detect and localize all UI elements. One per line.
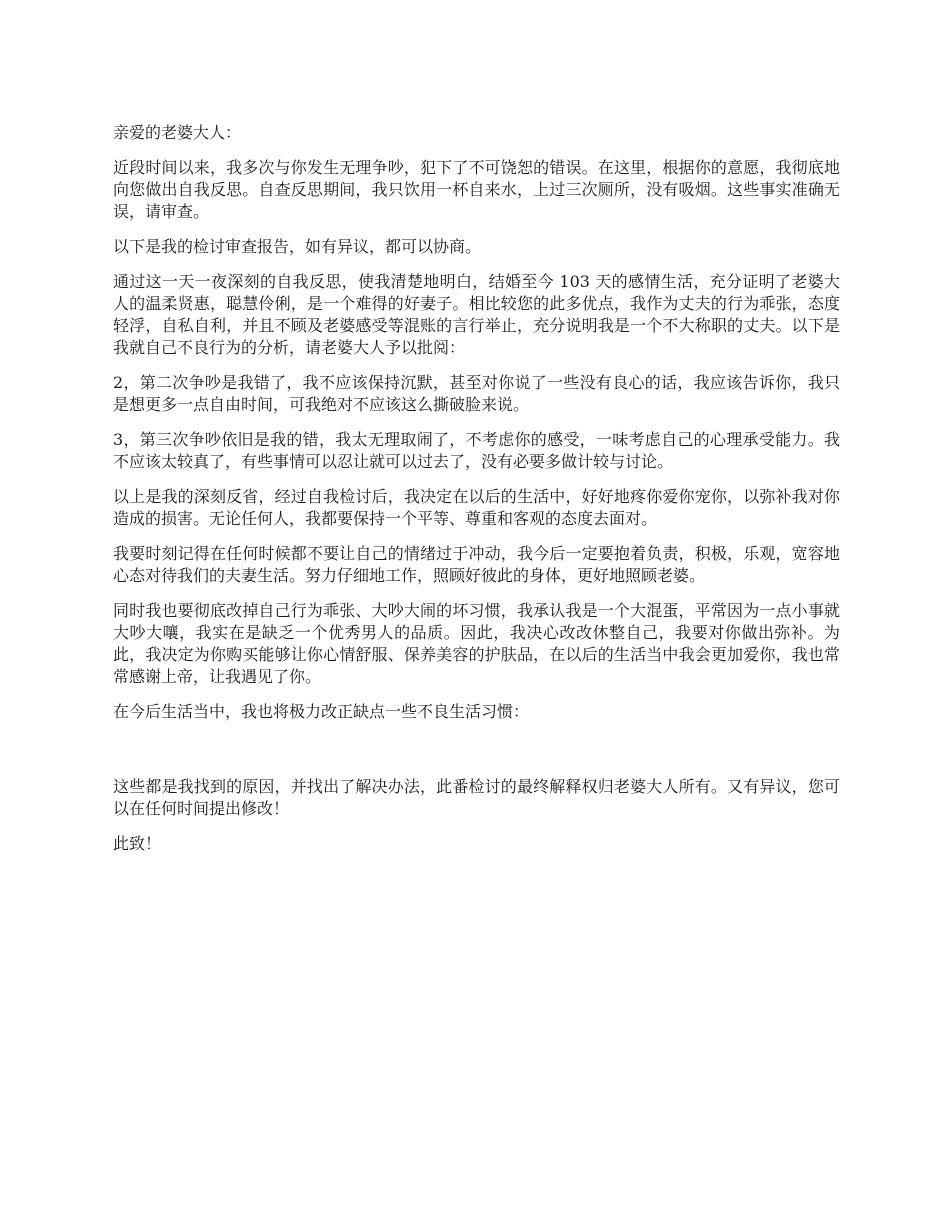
- blank-space: [113, 736, 840, 776]
- paragraph-future: 在今后生活当中，我也将极力改正缺点一些不良生活习惯：: [113, 702, 530, 721]
- salutation: 亲爱的老婆大人：: [113, 123, 242, 142]
- paragraph-conclusion: 这些都是我找到的原因，并找出了解决办法，此番检讨的最终解释权归老婆大人所有。又有异议，您可以在任何时间提出修改！: [113, 777, 840, 818]
- paragraph-intro: 近段时间以来，我多次与你发生无理争吵，犯下了不可饶恕的错误。在这里，根据你的意愿，我彻底地向您做出自我反思。自查反思期间，我只饮用一杯自来水，上过三次厕所，没有吸烟。这些事实准确无误，请审查。: [113, 158, 840, 221]
- paragraph-summary: 以上是我的深刻反省，经过自我检讨后，我决定在以后的生活中，好好地疼你爱你宠你，以弥补我对你造成的损害。无论任何人，我都要保持一个平等、尊重和客观的态度去面对。: [113, 487, 840, 528]
- paragraph-commitment: 我要时刻记得在任何时候都不要让自己的情绪过于冲动，我今后一定要抱着负责，积极，乐观，宽容地心态对待我们的夫妻生活。努力仔细地工作，照顾好彼此的身体，更好地照顾老婆。: [113, 544, 840, 585]
- paragraph-reflection: 通过这一天一夜深刻的自我反思，使我清楚地明白，结婚至今 103 天的感情生活，充分证明了老婆大人的温柔贤惠，聪慧伶俐，是一个难得的好妻子。相比较您的此多优点，我作为丈夫的行为乖张，态度轻浮，自私自利，并且不顾及老婆感受等混账的言行举止，充分说明我是一个不大称职的丈夫。以下是我就自己不良行为的分析，请老婆大人予以批阅：: [113, 272, 840, 357]
- paragraph-point-3: 3，第三次争吵依旧是我的错，我太无理取闹了，不考虑你的感受，一味考虑自己的心理承受能力。我不应该太较真了，有些事情可以忍让就可以过去了，没有必要多做计较与讨论。: [113, 430, 840, 471]
- paragraph-habits: 同时我也要彻底改掉自己行为乖张、大吵大闹的坏习惯，我承认我是一个大混蛋，平常因为一点小事就大吵大嚷，我实在是缺乏一个优秀男人的品质。因此，我决心改改休整自己，我要对你做出弥补。为此，我决定为你购买能够让你心情舒服、保养美容的护肤品，在以后的生活当中我会更加爱你，我也常常感谢上帝，让我遇见了你。: [113, 601, 840, 686]
- closing: 此致！: [113, 834, 162, 853]
- paragraph-report-note: 以下是我的检讨审查报告，如有异议，都可以协商。: [113, 237, 482, 256]
- paragraph-point-2: 2，第二次争吵是我错了，我不应该保持沉默，甚至对你说了一些没有良心的话，我应该告诉你，我只是想更多一点自由时间，可我绝对不应该这么撕破脸来说。: [113, 373, 840, 414]
